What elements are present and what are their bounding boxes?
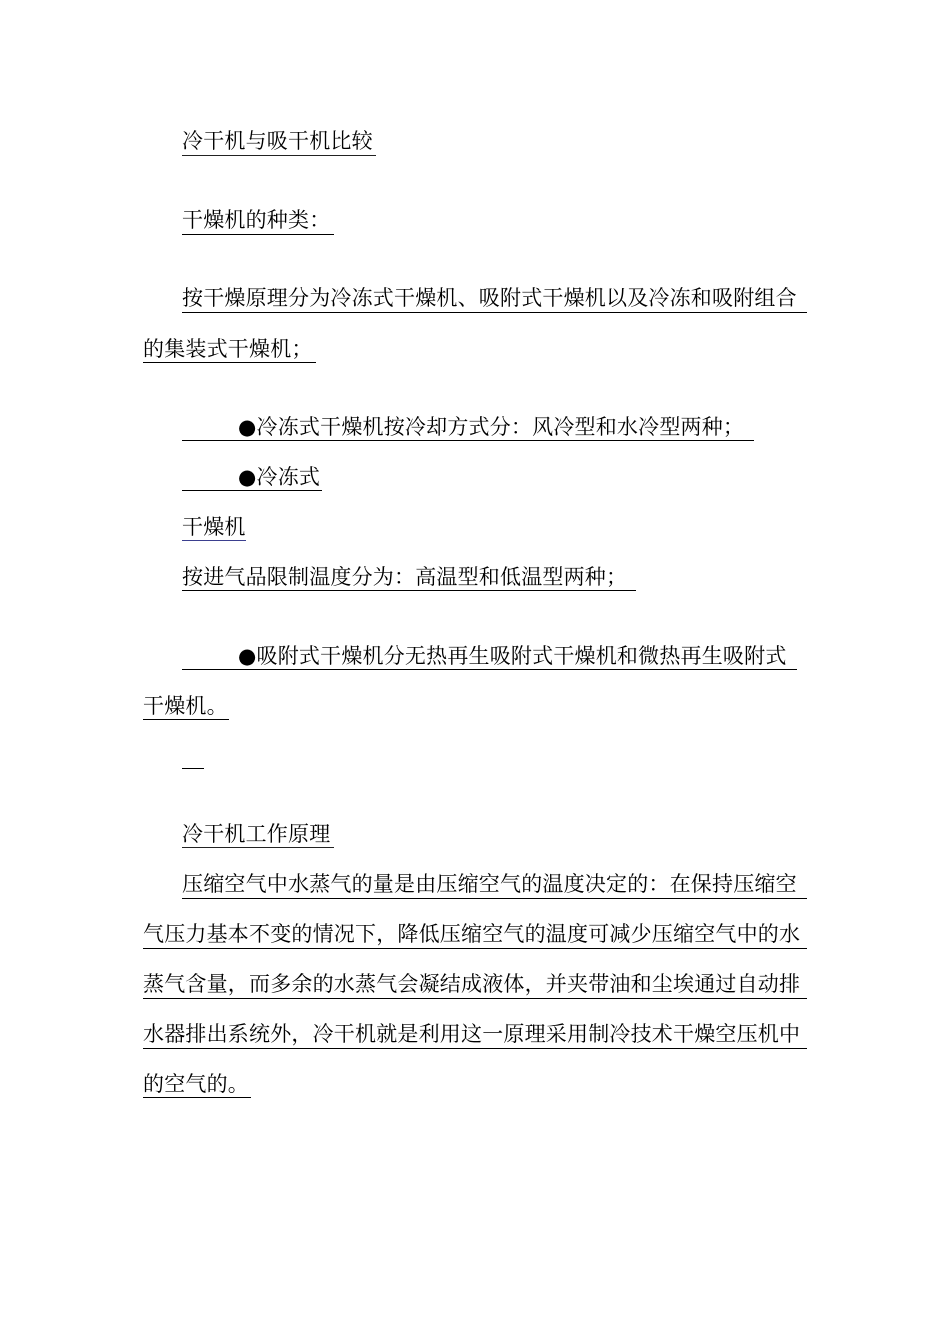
document-title: 冷干机与吸干机比较 <box>182 129 373 153</box>
intro-line-2: 的集装式干燥机； <box>143 337 313 361</box>
bullet-3-line-2: 干燥机。 <box>143 694 228 718</box>
principle-line-1: 压缩空气中水蒸气的量是由压缩空气的温度决定的：在保持压缩空 <box>182 872 797 896</box>
types-heading-underline <box>182 234 334 235</box>
separator-dash <box>182 768 204 769</box>
intro-line-1: 按干燥原理分为冷冻式干燥机、吸附式干燥机以及冷冻和吸附组合 <box>182 286 797 310</box>
bullet-3-line-2-underline <box>143 719 229 720</box>
bullet-2-part-3-underline <box>182 590 636 591</box>
principle-line-5: 的空气的。 <box>143 1072 249 1096</box>
bullet-2-part-3: 按进气品限制温度分为：高温型和低温型两种； <box>182 565 628 589</box>
principle-line-2: 气压力基本不变的情况下，降低压缩空气的温度可减少压缩空气中的水 <box>143 922 801 946</box>
types-heading: 干燥机的种类： <box>182 208 331 232</box>
title-underline <box>182 155 376 156</box>
principle-line-2-underline <box>143 948 807 949</box>
principle-line-4-underline <box>143 1048 807 1049</box>
principle-line-5-underline <box>143 1097 251 1098</box>
bullet-2-part-1-underline <box>182 490 322 491</box>
principle-heading-underline <box>182 847 334 848</box>
bullet-1-underline <box>182 440 754 441</box>
principle-line-4: 水器排出系统外，冷干机就是利用这一原理采用制冷技术干燥空压机中 <box>143 1022 801 1046</box>
principle-line-1-underline <box>182 898 807 899</box>
bullet-2-part-2: 干燥机 <box>182 515 246 539</box>
intro-line-2-underline <box>143 362 316 363</box>
bullet-2-part-1: ●冷冻式 <box>238 465 321 489</box>
principle-line-3-underline <box>143 998 807 999</box>
intro-line-1-underline <box>182 312 807 313</box>
bullet-1: ●冷冻式干燥机按冷却方式分：风冷型和水冷型两种； <box>238 415 745 439</box>
bullet-3-line-1: ●吸附式干燥机分无热再生吸附式干燥机和微热再生吸附式 <box>238 644 787 668</box>
bullet-3-line-1-underline <box>182 669 797 670</box>
bullet-2-part-2-underline <box>182 540 246 541</box>
principle-line-3: 蒸气含量，而多余的水蒸气会凝结成液体，并夹带油和尘埃通过自动排 <box>143 972 801 996</box>
principle-heading: 冷干机工作原理 <box>182 822 331 846</box>
